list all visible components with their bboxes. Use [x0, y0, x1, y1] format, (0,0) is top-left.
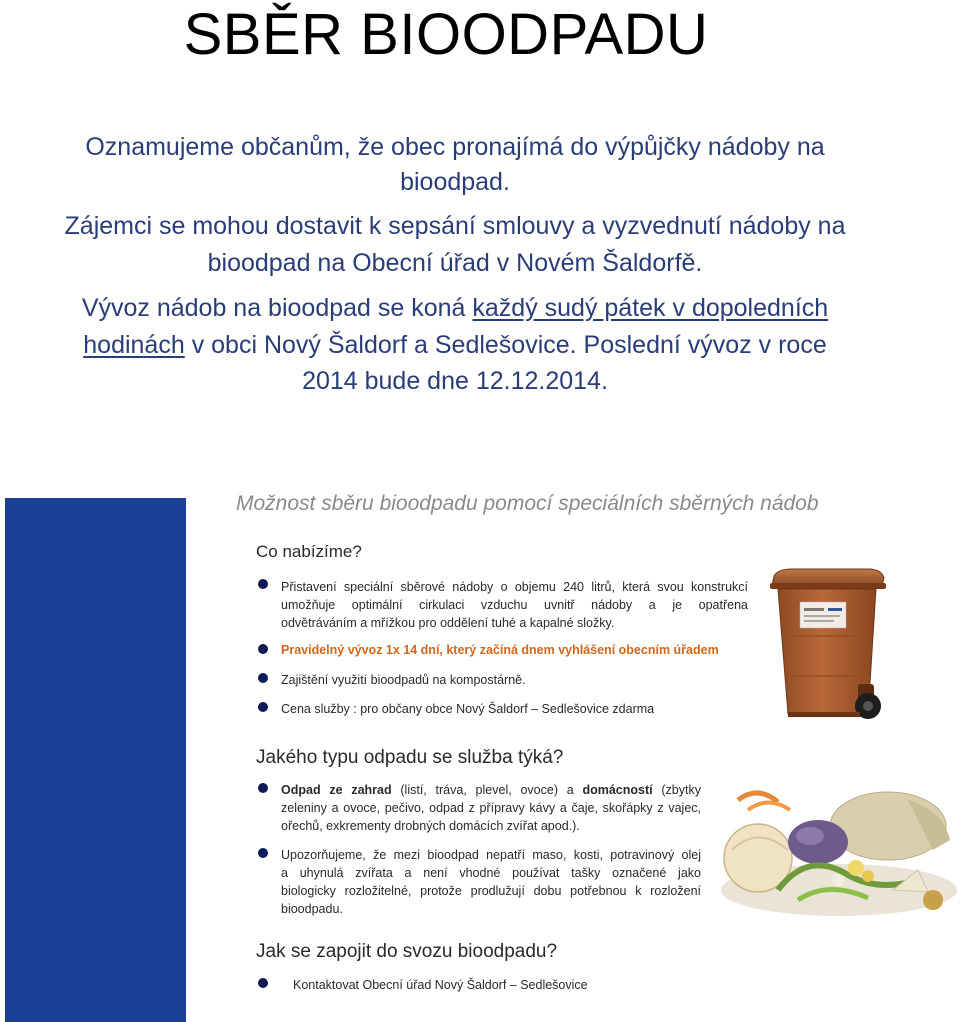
text: (listí, tráva, plevel, ovoce) a: [391, 783, 583, 797]
blue-side-bar: [5, 498, 186, 1022]
offer-item-line: Přistavení speciální sběrové nádoby o objemu 240 litrů, která svou konstrukcí: [281, 580, 748, 594]
types-item-line: zeleniny a ovoce, pečivo, odpad z přípravy kávy a čaje, skořápky z vajec,: [281, 801, 701, 815]
offer-item-4: Cena služby : pro občany obce Nový Šaldorf – Sedlešovice zdarma: [281, 702, 655, 716]
text: (zbytky: [652, 783, 701, 797]
intro-line: bioodpad na Obecní úřad v Novém Šaldorfě.: [207, 249, 703, 277]
types-heading: Jakého typu odpadu se služba týká?: [256, 747, 564, 768]
intro-line: Oznamujeme občanům, že obec pronajímá do výpůjčky nádoby na: [85, 133, 825, 161]
offer-item-3: Zajištění využití bioodpadů na kompostárně.: [281, 673, 526, 687]
intro-line: [30, 328, 880, 363]
bullet-dot-icon: [258, 644, 268, 654]
compost-bin-image: [766, 566, 888, 726]
offer-item-line: umožňuje optimální cirkulaci vzduchu uvnitř nádoby a je opatřena: [281, 598, 748, 612]
bullet-dot-icon: [258, 848, 268, 858]
bullet-dot-icon: [258, 978, 268, 988]
section-subtitle: Možnost sběru bioodpadu pomocí speciálních sběrných nádob: [236, 492, 819, 515]
intro-line: bioodpad.: [400, 168, 510, 196]
intro-text: v obci Nový Šaldorf a Sedlešovice. Poslední vývoz v roce: [184, 331, 827, 359]
bold-text: domácností: [582, 783, 653, 797]
offer-item-1: [281, 578, 748, 632]
intro-underlined-text: každý sudý pátek v dopoledních: [472, 294, 829, 322]
types-item-line: Upozorňujeme, že mezi bioodpad nepatří maso, kosti, potravinový olej: [281, 848, 701, 862]
types-item-line: ořechů, exkrementy drobných domácích zvířat apod.).: [281, 819, 580, 833]
offer-item-line: odvětráváním a mřížkou pro oddělení tuhé a kapalné složky.: [281, 616, 615, 630]
intro-underlined-text: hodinách: [83, 331, 185, 359]
intro-line: 2014 bude dne 12.12.2014.: [302, 367, 608, 395]
join-heading: Jak se zapojit do svozu bioodpadu?: [256, 941, 558, 962]
bullet-dot-icon: [258, 579, 268, 589]
intro-text: Vývoz nádob na bioodpad se koná: [81, 294, 473, 322]
offer-item-2: Pravidelný vývoz 1x 14 dní, který začíná dnem vyhlášení obecním úřadem: [281, 643, 719, 657]
types-item-line: [281, 781, 701, 799]
types-item-line: biologicky rozložitelné, protože prodlužují dobu potřebnou k rozložení: [281, 884, 701, 898]
bullet-dot-icon: [258, 702, 268, 712]
page-title: SBĚR BIOODPADU: [183, 2, 709, 67]
intro-line: Zájemci se mohou dostavit k sepsání smlouvy a vyzvednutí nádoby na: [64, 212, 846, 240]
types-item-2: [281, 846, 701, 918]
bullet-dot-icon: [258, 673, 268, 683]
join-item: Kontaktovat Obecní úřad Nový Šaldorf – Sedlešovice: [293, 978, 588, 992]
bold-text: Odpad ze zahrad: [281, 783, 392, 797]
intro-line: [30, 291, 880, 326]
types-item-1: [281, 781, 701, 835]
types-item-line: a uhynulá zvířata a není vhodné používat tašky označené jako: [281, 866, 701, 880]
bullet-dot-icon: [258, 783, 268, 793]
offer-heading: Co nabízíme?: [256, 542, 362, 561]
food-waste-image: [718, 780, 960, 920]
types-item-line: bioodpadu.: [281, 902, 343, 916]
